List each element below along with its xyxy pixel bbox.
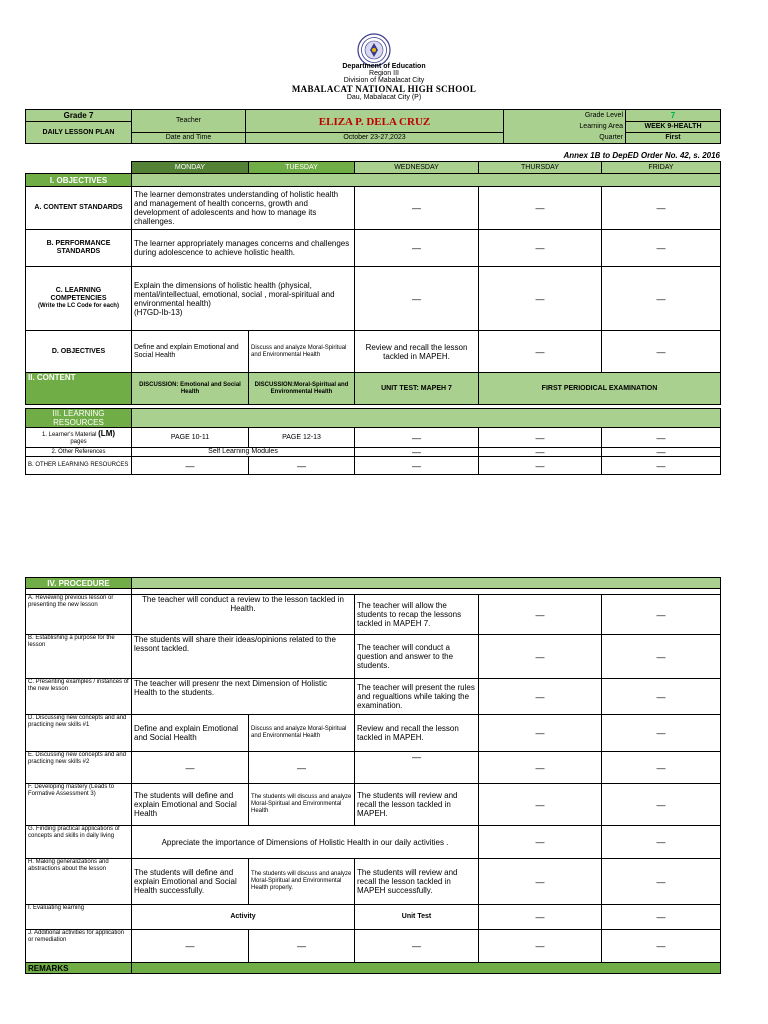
dash: — — [355, 930, 479, 963]
dept-name: Department of Education — [342, 63, 426, 70]
proc-g-label: G. Finding practical applications of concepts and skills in daily living — [26, 826, 132, 859]
proc-h-tuesday: The students will discuss and analyze Moral-Spiritual and Environmental Health properly. — [249, 859, 355, 905]
proc-i-label: I. Evaluating learning — [26, 905, 132, 930]
obj-monday: Define and explain Emotional and Social Health — [132, 331, 249, 373]
proc-j-label: J. Additional activities for application or remediation — [26, 930, 132, 963]
dash: — — [479, 428, 602, 448]
dash: — — [479, 187, 602, 230]
grade-level-value: 7 — [626, 110, 721, 122]
dash: — — [602, 826, 721, 859]
proc-b-wednesday: The teacher will conduct a question and answer to the students. — [355, 635, 479, 679]
dash: — — [479, 930, 602, 963]
deped-seal-icon — [357, 33, 391, 67]
content-title: II. CONTENT — [26, 373, 132, 405]
content-monday: DISCUSSION: Emotional and Social Health — [132, 373, 249, 405]
proc-c-wednesday: The teacher will present the rules and regualtions while taking the examination. — [355, 679, 479, 715]
dash: — — [602, 428, 721, 448]
objectives-table — [25, 161, 721, 475]
dash: — — [355, 752, 479, 784]
annex-note: Annex 1B to DepED Order No. 42, s. 2016 — [563, 151, 720, 160]
area-value: WEEK 9-HEALTH — [626, 122, 721, 133]
dash: — — [602, 905, 721, 930]
obj-wednesday: Review and recall the lesson tackled in MAPEH. — [355, 331, 479, 373]
objectives-title: I. OBJECTIVES — [26, 174, 132, 187]
quarter-value: First — [626, 133, 721, 144]
content-exam: FIRST PERIODICAL EXAMINATION — [479, 373, 721, 405]
dash: — — [602, 331, 721, 373]
dash: — — [479, 267, 602, 331]
proc-a-wednesday: The teacher will allow the students to recap the lessons tackled in MAPEH 7. — [355, 595, 479, 635]
lm-monday: PAGE 10-11 — [132, 428, 249, 448]
content-standards-text: The learner demonstrates understanding of holistic health and management of health concerns, growth and development of adolescents and how to manage its challenges. — [132, 187, 355, 230]
other-references-value: Self Learning Modules — [132, 448, 355, 457]
proc-f-monday: The students will define and explain Emotional and Social Health — [132, 784, 249, 826]
dash: — — [355, 448, 479, 457]
dash: — — [132, 930, 249, 963]
lm-label: 1. Learner's Material — [41, 432, 97, 438]
resources-title: III. LEARNING RESOURCES — [26, 409, 132, 428]
info-table — [25, 109, 721, 144]
dash: — — [479, 784, 602, 826]
proc-a-text: The teacher will conduct a review to the lesson tackled in Health. — [132, 595, 355, 635]
quarter-label: Quarter — [504, 133, 626, 144]
proc-h-monday: The students will define and explain Emotional and Social Health successfully. — [132, 859, 249, 905]
day-monday: MONDAY — [132, 162, 249, 174]
dash: — — [602, 635, 721, 679]
school-name: MABALACAT NATIONAL HIGH SCHOOL — [291, 84, 477, 94]
content-standards-label: A. CONTENT STANDARDS — [26, 187, 132, 230]
dash: — — [132, 752, 249, 784]
dash: — — [132, 457, 249, 475]
dash: — — [602, 930, 721, 963]
proc-f-label: F. Developing mastery (Leads to Formative Assessment 3) — [26, 784, 132, 826]
proc-c-text: The teacher will presenr the next Dimension of Holistic Health to the students. — [132, 679, 355, 715]
dash: — — [602, 267, 721, 331]
dash: — — [249, 752, 355, 784]
dash: — — [249, 930, 355, 963]
dash: — — [249, 457, 355, 475]
dash: — — [479, 905, 602, 930]
date-label: Date and Time — [132, 133, 246, 144]
dash: — — [602, 784, 721, 826]
dash: — — [602, 187, 721, 230]
lm-pages: pages — [70, 439, 87, 445]
proc-d-monday: Define and explain Emotional and Social Health — [132, 715, 249, 752]
teacher-name: ELIZA P. DELA CRUZ — [318, 116, 431, 128]
dash: — — [479, 679, 602, 715]
proc-h-wednesday: The students will review and recall the lesson tackled in MAPEH successfully. — [355, 859, 479, 905]
proc-f-tuesday: The students will discuss and analyze Moral-Spiritual and Environmental Health — [249, 784, 355, 826]
proc-d-tuesday: Discuss and analyze Moral-Spiritual and Environmental Health — [249, 715, 355, 752]
procedure-title: IV. PROCEDURE — [26, 578, 132, 589]
dash: — — [479, 457, 602, 475]
dash: — — [602, 448, 721, 457]
day-wednesday: WEDNESDAY — [355, 162, 479, 174]
competencies-code: (H7GD-Ib-13) — [134, 307, 183, 317]
performance-standards-text: The learner appropriately manages concerns and challenges during adolescence to achieve holistic health. — [132, 230, 355, 267]
dash: — — [479, 595, 602, 635]
day-friday: FRIDAY — [602, 162, 721, 174]
dash: — — [602, 457, 721, 475]
dash: — — [355, 428, 479, 448]
proc-b-label: B. Establishing a purpose for the lesson — [26, 635, 132, 679]
content-wednesday: UNIT TEST: MAPEH 7 — [355, 373, 479, 405]
lm-bold: (LM) — [98, 429, 116, 438]
date-value: October 23-27,2023 — [246, 133, 504, 144]
dash: — — [355, 230, 479, 267]
school-header — [0, 63, 768, 101]
lm-tuesday: PAGE 12-13 — [249, 428, 355, 448]
dash: — — [602, 679, 721, 715]
dash: — — [479, 715, 602, 752]
dash: — — [479, 331, 602, 373]
competencies-text: Explain the dimensions of holistic health (physical, mental/intellectual, emotional, social , moral-spiritual and environmental health) — [134, 280, 335, 308]
content-tuesday: DISCUSSION:Moral-Spiritual and Environmental Health — [249, 373, 355, 405]
dash: — — [479, 230, 602, 267]
day-thursday: THURSDAY — [479, 162, 602, 174]
school-address: Dau, Mabalacat City (P) — [346, 94, 422, 101]
grade-cell: Grade 7 — [26, 110, 132, 122]
proc-i-text: Activity — [132, 905, 355, 930]
procedure-table — [25, 577, 721, 974]
competencies-label: C. LEARNING COMPETENCIES — [50, 287, 107, 302]
dash: — — [602, 752, 721, 784]
objectives-label: D. OBJECTIVES — [26, 331, 132, 373]
dash: — — [479, 635, 602, 679]
day-tuesday: TUESDAY — [249, 162, 355, 174]
dash: — — [602, 230, 721, 267]
dash: — — [479, 826, 602, 859]
dash: — — [355, 457, 479, 475]
dash: — — [602, 859, 721, 905]
dash: — — [355, 267, 479, 331]
plan-title: DAILY LESSON PLAN — [26, 122, 132, 144]
other-references-label: 2. Other References — [26, 448, 132, 457]
remarks-title: REMARKS — [26, 963, 132, 974]
proc-h-label: H. Making generalizations and abstractions about the lesson — [26, 859, 132, 905]
competencies-sub: (Write the LC Code for each) — [38, 303, 119, 309]
dash: — — [602, 715, 721, 752]
proc-i-wednesday: Unit Test — [355, 905, 479, 930]
region-name: Region III — [369, 70, 399, 77]
dash: — — [355, 187, 479, 230]
division-name: Division of Mabalacat City — [343, 77, 425, 84]
dash: — — [479, 859, 602, 905]
performance-standards-label: B. PERFORMANCE STANDARDS — [26, 230, 132, 267]
proc-f-wednesday: The students will review and recall the lesson tackled in MAPEH. — [355, 784, 479, 826]
proc-d-wednesday: Review and recall the lesson tackled in MAPEH. — [355, 715, 479, 752]
proc-c-label: C. Presenting examples / instances of the new lesson — [26, 679, 132, 715]
proc-a-label: A. Reviewing previous lesson or presenting the new lesson — [26, 595, 132, 635]
dash: — — [479, 448, 602, 457]
teacher-label: Teacher — [132, 110, 246, 133]
proc-b-text: The students will share their ideas/opinions related to the lessont tackled. — [132, 635, 355, 679]
obj-tuesday: Discuss and analyze Moral-Spiritual and Environmental Health — [249, 331, 355, 373]
area-label: Learning Area — [504, 122, 626, 133]
dash: — — [602, 595, 721, 635]
dash: — — [479, 752, 602, 784]
proc-g-text: Appreciate the importance of Dimensions of Holistic Health in our daily activities . — [132, 826, 479, 859]
proc-e-label: E. Discussing new concepts and and practicing new skills #2 — [26, 752, 132, 784]
other-resources-label: B. OTHER LEARNING RESOURCES — [26, 457, 132, 475]
grade-level-label: Grade Level — [504, 110, 626, 122]
proc-d-label: D. Discussing new concepts and and practicing new skills #1 — [26, 715, 132, 752]
